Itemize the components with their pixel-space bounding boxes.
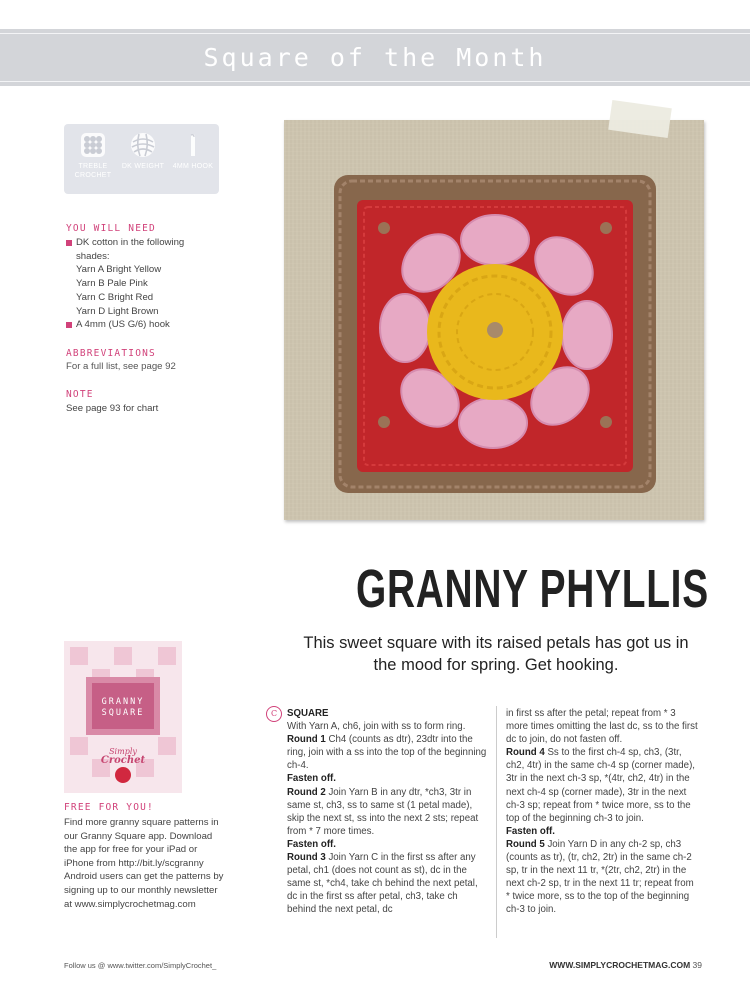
round-4-text: Ss to the first ch-4 sp, ch3, (3tr, ch2, 4tr) in the same ch-4 sp (corner made), 3tr in the next ch-3 sp, *(4tr, ch2, 4tr) in the next ch-4 sp (corner made), 3tr in the next ch-3 sp; repeat from * twice more, ss to the top of the beginning ch-3 to join. [506, 747, 695, 824]
4mm-hook-icon [180, 132, 206, 158]
cover-title-line1: GRANNY [101, 697, 145, 707]
free-for-you-heading: FREE FOR YOU! [64, 802, 154, 813]
footer-twitter-link[interactable]: Follow us @ www.twitter.com/SimplyCrochet_ [64, 961, 217, 970]
round-3-label: Round 3 [287, 852, 326, 864]
shade-item: Yarn A Bright Yellow [76, 264, 162, 276]
granny-square-illustration [284, 120, 704, 520]
skill-info-box [64, 124, 219, 194]
note-heading: NOTE [66, 389, 94, 400]
cover-brand: Crochet [100, 755, 146, 766]
free-for-you-text: Find more granny square patterns in our Granny Square app. Download the app for free for your iPad or iPhone from http://bit.ly/scgranny Android users can get the patterns by signing up to our monthly newsletter at www.simplycrochetmag.com [64, 817, 224, 910]
info-item-hook [168, 132, 218, 171]
cover-title-line2: SQUARE [101, 708, 145, 718]
round-1-text: Ch4 (counts as dtr), 23dtr into the ring, join with a ss into the top of the beginning ch-4. [287, 734, 487, 772]
cover-brand-small: Simply [109, 747, 137, 756]
shade-item: Yarn D Light Brown [76, 305, 159, 317]
section-title: Square of the Month [203, 43, 547, 72]
round-1-label: Round 1 [287, 734, 326, 746]
granny-square-app-cover[interactable] [64, 641, 182, 793]
round-2-label: Round 2 [287, 786, 326, 798]
abbreviations-text: For a full list, see page 92 [66, 361, 176, 372]
square-heading: SQUARE [287, 708, 329, 719]
round-5-text: Join Yarn D in any ch-2 sp, ch3 (counts as tr), (tr, ch2, 2tr) in the same ch-2 sp, tr in the next 11 tr, *(2tr, ch2, 2tr) in the next ch-2 sp, tr in the next 11 tr; repeat from * twice more, ss to the top of the beginning ch-3 to join. [506, 838, 694, 916]
treble-crochet-icon [80, 132, 106, 158]
materials-item-hook: A 4mm (US G/6) hook [66, 318, 216, 332]
shade-item: Yarn B Pale Pink [76, 278, 148, 290]
you-will-need-heading: YOU WILL NEED [66, 223, 156, 234]
footer-site-link[interactable]: WWW.SIMPLYCROCHETMAG.COM [549, 960, 691, 970]
fasten-off-2: Fasten off. [287, 838, 336, 850]
pattern-subtitle: This sweet square with its raised petals has got us in the mood for spring. Get hooking. [303, 634, 689, 674]
pattern-title: GRANNY PHYLLIS [356, 559, 709, 619]
info-label-treble: TREBLE CROCHET [74, 163, 112, 179]
page-number: 39 [692, 960, 702, 970]
intro-text: With Yarn A, ch6, join with ss to form ring. [287, 721, 466, 733]
info-label-dk: DK WEIGHT [121, 163, 165, 170]
round-2-text: Join Yarn B in any dtr, *ch3, 3tr in same st, ch3, ss to same st (1 petal made), skip the next st, ss into the next 2 sts; repeat from * 7 more times. [287, 786, 479, 837]
round-3-text: Join Yarn C in the first ss after any petal, ch1 (does not count as st), dc in the same st, *ch4, take ch behind the next petal, dc in the first ss after petal, ch3, take ch behind the next petal, dc [287, 852, 478, 916]
info-item-dk [118, 132, 168, 171]
materials-item-yarn: DK cotton in the following shades: [66, 236, 216, 263]
materials-list [66, 236, 216, 332]
round-5-label: Round 5 [506, 838, 545, 850]
instructions-column-1 [287, 707, 487, 917]
info-item-treble [68, 132, 118, 180]
note-text: See page 93 for chart [66, 403, 159, 414]
dk-weight-yarn-icon [130, 132, 156, 158]
abbreviations-heading: ABBREVIATIONS [66, 348, 156, 359]
fasten-off-4: Fasten off. [506, 825, 555, 837]
instructions-column-2 [506, 707, 700, 917]
round-4-label: Round 4 [506, 747, 545, 759]
granny-square-photo [284, 120, 704, 520]
fasten-off-1: Fasten off. [287, 773, 336, 785]
shade-item: Yarn C Bright Red [76, 291, 154, 303]
info-label-hook: 4MM HOOK [172, 163, 214, 170]
footer-right [549, 960, 702, 970]
section-marker: C [266, 706, 282, 722]
round-3-continued: in first ss after the petal; repeat from * 3 more times omitting the last dc, ss to the first dc to join, do not fasten off. [506, 708, 698, 746]
column-divider [496, 706, 497, 938]
